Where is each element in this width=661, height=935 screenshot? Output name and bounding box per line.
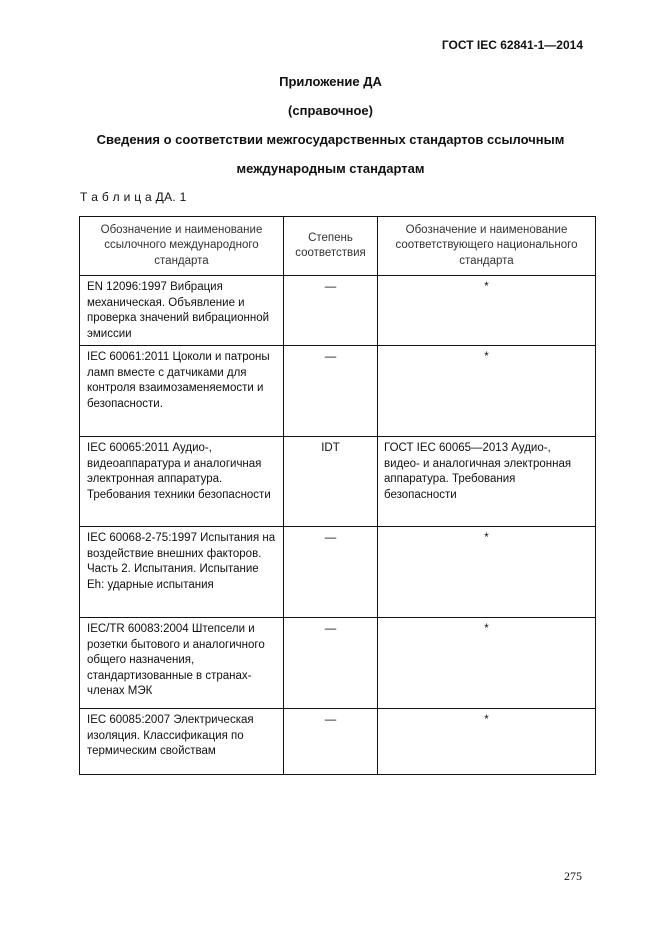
degree-cell: IDT bbox=[284, 437, 378, 527]
degree-cell: — bbox=[284, 276, 378, 346]
intl-standard-cell: EN 12096:1997 Вибрация механическая. Объявление и проверка значений вибрационной эмиссии bbox=[80, 276, 284, 346]
national-standard-cell: * bbox=[378, 346, 596, 437]
table-row bbox=[80, 527, 596, 618]
table-row bbox=[80, 437, 596, 527]
national-standard-cell: ГОСТ IEC 60065—2013 Аудио-, видео- и аналогичная электронная аппаратура. Требования безопасности bbox=[378, 437, 596, 527]
annex-title: Приложение ДА bbox=[279, 74, 382, 89]
table-header-row bbox=[80, 217, 596, 276]
column-header-intl: Обозначение и наименование ссылочного международного стандарта bbox=[80, 217, 284, 276]
national-standard-cell: * bbox=[378, 527, 596, 618]
intl-standard-cell: IEC 60085:2007 Электрическая изоляция. Классификация по термическим свойствам bbox=[80, 709, 284, 775]
annex-heading-line-1: Сведения о соответствии межгосударственных стандартов ссылочным bbox=[96, 132, 565, 147]
page-number: 275 bbox=[564, 869, 582, 883]
annex-reference-status: (справочное) bbox=[288, 103, 373, 118]
national-standard-cell: * bbox=[378, 709, 596, 775]
table-row bbox=[80, 618, 596, 709]
national-standard-cell: * bbox=[378, 618, 596, 709]
table-row bbox=[80, 276, 596, 346]
table-row bbox=[80, 709, 596, 775]
column-header-national: Обозначение и наименование соответствующего национального стандарта bbox=[378, 217, 596, 276]
document-id: ГОСТ IEC 62841-1—2014 bbox=[441, 38, 583, 52]
intl-standard-cell: IEC 60061:2011 Цоколи и патроны ламп вместе с датчиками для контроля взаимозаменяемости и безопасности. bbox=[80, 346, 284, 437]
degree-cell: — bbox=[284, 709, 378, 775]
intl-standard-cell: IEC 60068-2-75:1997 Испытания на воздействие внешних факторов. Часть 2. Испытания. Испытание Eh: ударные испытания bbox=[80, 527, 284, 618]
intl-standard-cell: IEC 60065:2011 Аудио-, видеоаппаратура и аналогичная электронная аппаратура. Требования техники безопасности bbox=[80, 437, 284, 527]
national-standard-cell: * bbox=[378, 276, 596, 346]
table-row bbox=[80, 346, 596, 437]
degree-cell: — bbox=[284, 346, 378, 437]
degree-cell: — bbox=[284, 527, 378, 618]
intl-standard-cell: IEC/TR 60083:2004 Штепсели и розетки бытового и аналогичного общего назначения, стандартизованные в странах-членах МЭК bbox=[80, 618, 284, 709]
column-header-degree: Степень соответствия bbox=[284, 217, 378, 276]
annex-heading-line-2: международным стандартам bbox=[236, 161, 425, 176]
degree-cell: — bbox=[284, 618, 378, 709]
correspondence-table bbox=[79, 216, 596, 775]
table-caption: Т а б л и ц а ДА. 1 bbox=[80, 190, 187, 204]
